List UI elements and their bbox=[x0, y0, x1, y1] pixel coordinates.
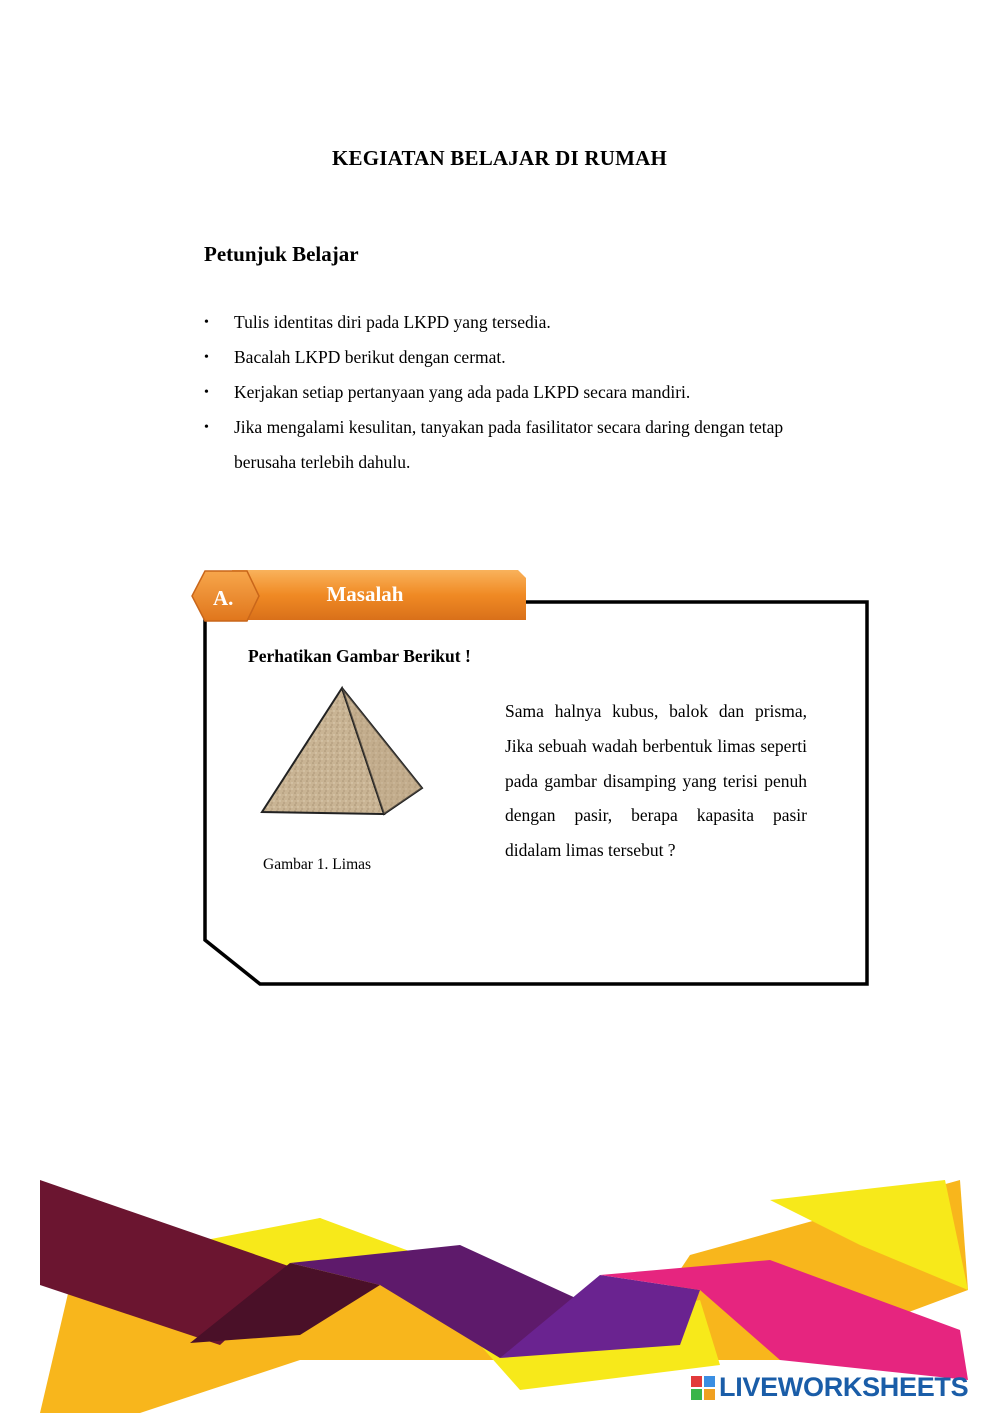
instruction-text: Tulis identitas diri pada LKPD yang tersedia. bbox=[234, 312, 551, 332]
bullet-icon: • bbox=[204, 385, 209, 400]
instruction-text: Jika mengalami kesulitan, tanyakan pada fasilitator secara daring dengan tetap berusaha terlebih dahulu. bbox=[234, 417, 784, 472]
bullet-icon: • bbox=[204, 420, 209, 435]
section-title: Masalah bbox=[326, 582, 404, 606]
section-letter: A. bbox=[213, 586, 234, 610]
liveworksheets-logo-icon bbox=[690, 1375, 716, 1401]
page-title: KEGIATAN BELAJAR DI RUMAH bbox=[332, 146, 667, 170]
problem-text: Sama halnya kubus, balok dan prisma, Jika sebuah wadah berbentuk limas seperti pada gambar disamping yang terisi penuh dengan pasir, berapa kapasita pasir didalam limas tersebut ? bbox=[505, 701, 807, 861]
image-caption: Gambar 1. Limas bbox=[263, 856, 372, 873]
watermark bbox=[690, 1372, 968, 1403]
problem-heading: Perhatikan Gambar Berikut ! bbox=[248, 646, 471, 666]
pyramid-image bbox=[258, 684, 428, 819]
bullet-icon: • bbox=[204, 315, 209, 330]
instruction-text: Bacalah LKPD berikut dengan cermat. bbox=[234, 347, 506, 367]
instruction-text: Kerjakan setiap pertanyaan yang ada pada LKPD secara mandiri. bbox=[234, 382, 691, 402]
watermark-text: LIVEWORKSHEETS bbox=[719, 1372, 969, 1402]
section-heading: Petunjuk Belajar bbox=[204, 242, 359, 266]
bullet-icon: • bbox=[204, 350, 209, 365]
